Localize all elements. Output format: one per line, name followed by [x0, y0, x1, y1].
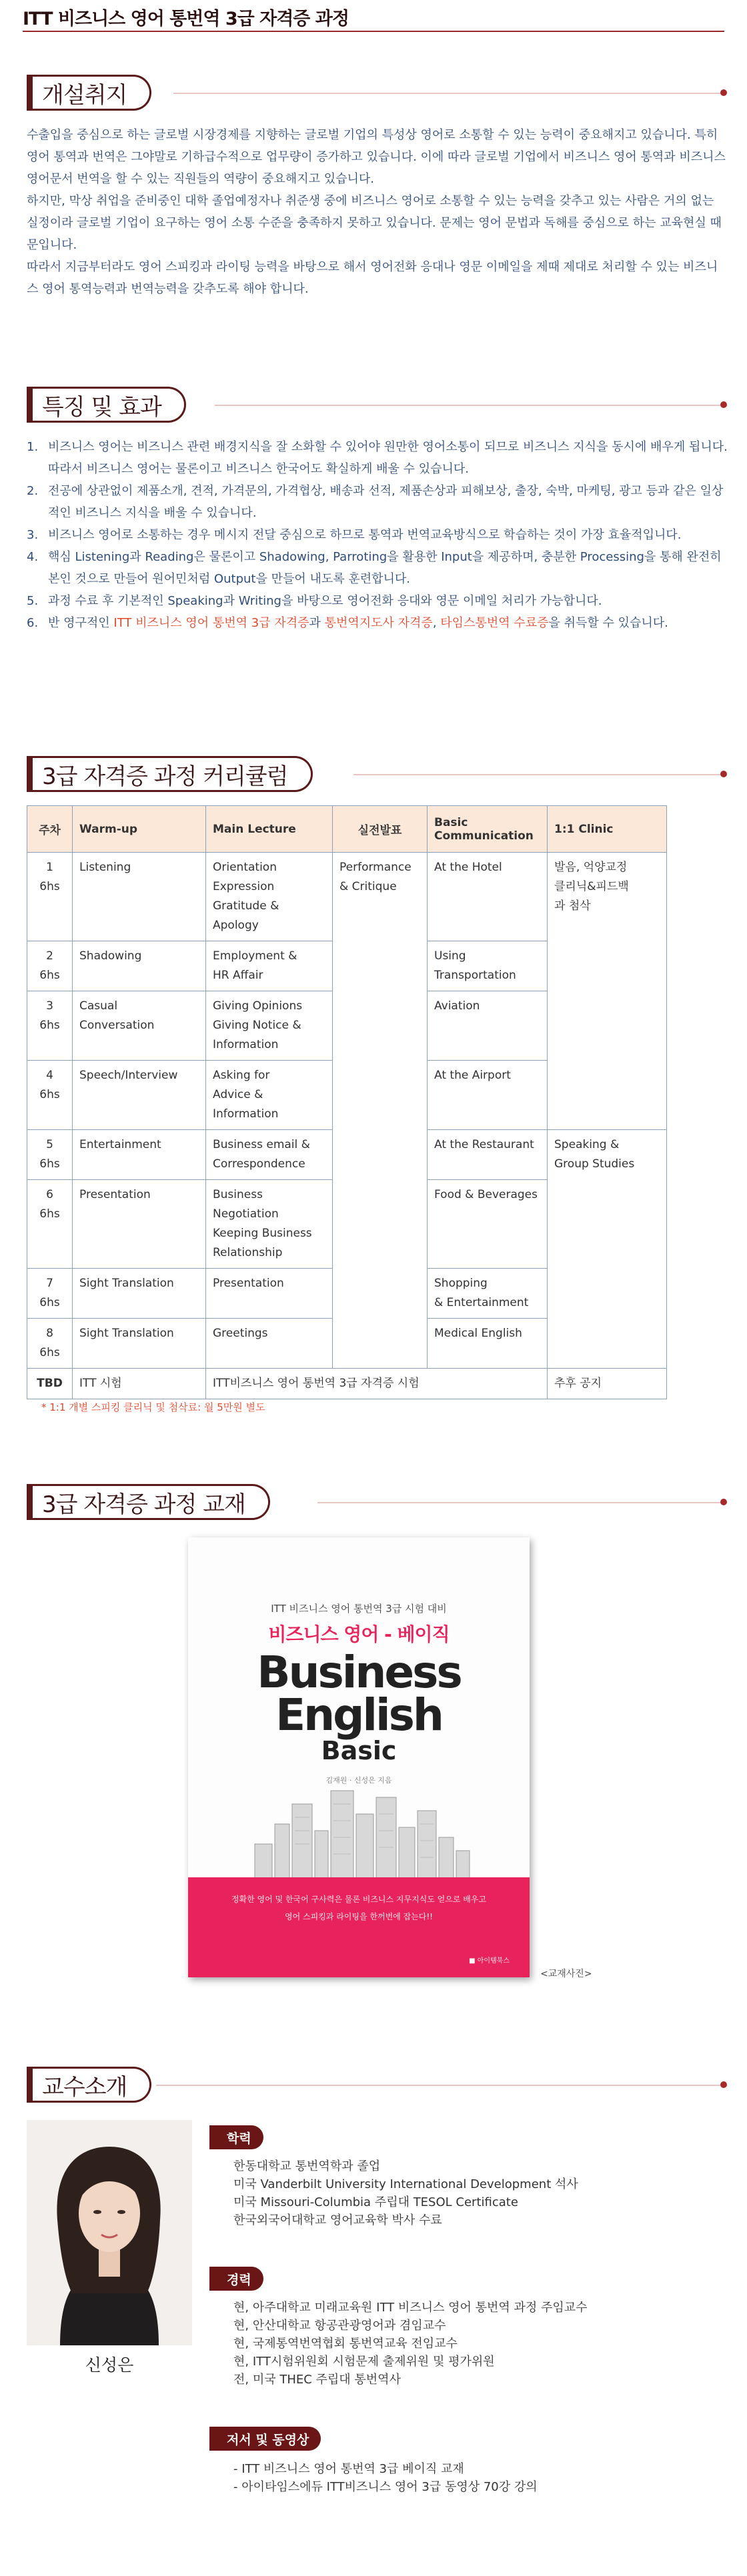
- week-cell: 3 6hs: [27, 991, 73, 1061]
- feature-text-part: 반 영구적인: [48, 616, 114, 630]
- main-lecture-cell: Asking for Advice & Information: [206, 1061, 333, 1130]
- purpose-paragraph: 따라서 지금부터라도 영어 스피킹과 라이팅 능력을 바탕으로 해서 영어전화 응대나 영문 이메일을 제때 제대로 처리할 수 있는 비즈니스 영어 통역능력과 번역능력을 갖추도록 해야 합니다.: [27, 260, 718, 296]
- communication-cell: At the Restaurant: [428, 1130, 548, 1180]
- feature-item: [27, 524, 734, 546]
- education-item: 미국 Vanderbilt University International Development 석사: [233, 2177, 578, 2191]
- textbook-english-title-line1: Business: [257, 1647, 461, 1698]
- section-rule: [173, 93, 720, 94]
- section-marker: [27, 75, 33, 111]
- feature-item: [27, 612, 734, 634]
- table-header-row: [27, 806, 667, 853]
- career-item: 현, ITT시험위원회 시험문제 출제위원 및 평가위원: [233, 2355, 495, 2369]
- warmup-cell: Speech/Interview: [73, 1061, 206, 1130]
- main-lecture-cell: Orientation Expression Gratitude & Apology: [206, 853, 333, 941]
- section-rule: [156, 2085, 720, 2086]
- feature-item: [27, 546, 734, 590]
- feature-text: 비즈니스 영어로 소통하는 경우 메시지 전달 중심으로 하므로 통역과 번역교육방식으로 학습하는 것이 가장 효율적입니다.: [48, 528, 682, 542]
- career-item: 현, 아주대학교 미래교육원 ITT 비즈니스 영어 통번역 과정 주임교수: [233, 2301, 588, 2315]
- main-lecture-cell: Business Negotiation Keeping Business Relationship: [206, 1180, 333, 1269]
- education-item: 한동대학교 통번역학과 졸업: [233, 2159, 381, 2173]
- warmup-cell: Presentation: [73, 1180, 206, 1269]
- section-header-curriculum: [27, 756, 313, 792]
- highlight-completion-certificate: 타임스통번역 수료증: [440, 616, 549, 630]
- textbook-publisher: ■ 아이템북스: [469, 1957, 510, 1965]
- career-item: 현, 국제통역번역협회 통번역교육 전임교수: [233, 2337, 458, 2351]
- career-label: 경력: [215, 2267, 263, 2291]
- communication-cell: Medical English: [428, 1319, 548, 1369]
- feature-item: [27, 436, 734, 480]
- book-item: - 아이타임스에듀 ITT비즈니스 영어 3급 동영상 70강 강의: [233, 2480, 538, 2494]
- communication-cell: At the Hotel: [428, 853, 548, 941]
- feature-item: [27, 480, 734, 524]
- curriculum-table: [27, 805, 667, 1399]
- feature-number: 1.: [27, 440, 39, 454]
- section-rule: [317, 1502, 720, 1503]
- main-lecture-cell: Greetings: [206, 1319, 333, 1369]
- feature-text-part: 과: [309, 616, 325, 630]
- textbook-tagline: [188, 1891, 530, 1925]
- section-marker: [27, 387, 33, 423]
- main-lecture-cell: Employment & HR Affair: [206, 941, 333, 991]
- section-rule-dot: [720, 401, 727, 408]
- book-item: - ITT 비즈니스 영어 통번역 3급 베이직 교재: [233, 2462, 464, 2476]
- feature-number: 5.: [27, 594, 39, 608]
- week-cell: 6 6hs: [27, 1180, 73, 1269]
- week-cell: 1 6hs: [27, 853, 73, 941]
- section-marker: [27, 756, 33, 792]
- week-cell: TBD: [27, 1369, 73, 1399]
- section-header-features: [27, 387, 186, 423]
- textbook-caption: <교재사진>: [540, 1969, 592, 1979]
- career-list: [233, 2299, 588, 2389]
- feature-text-part: ,: [432, 616, 441, 630]
- purpose-text: [27, 124, 727, 300]
- feature-number: 3.: [27, 528, 39, 542]
- section-title-features: 특징 및 효과: [33, 387, 186, 423]
- column-header-main-lecture: Main Lecture: [206, 806, 333, 853]
- feature-text: 전공에 상관없이 제품소개, 견적, 가격문의, 가격협상, 배송과 선적, 제품손상과 피해보상, 출장, 숙박, 마케팅, 광고 등과 같은 일상적인 비즈니스 지식을 배울 수 있습니다.: [48, 484, 724, 520]
- column-header-clinic: 1:1 Clinic: [548, 806, 667, 853]
- feature-text: 과정 수료 후 기본적인 Speaking과 Writing을 바탕으로 영어전화 응대와 영문 이메일 처리가 가능합니다.: [48, 594, 602, 608]
- section-rule-dot: [720, 771, 727, 777]
- feature-number: 2.: [27, 484, 39, 498]
- column-header-basic-communication: Basic Communication: [428, 806, 548, 853]
- textbook-english-title-line2: English: [275, 1689, 442, 1741]
- warmup-cell: ITT 시험: [73, 1369, 206, 1399]
- section-marker: [27, 2067, 33, 2103]
- warmup-cell: Entertainment: [73, 1130, 206, 1180]
- main-lecture-cell: Presentation: [206, 1269, 333, 1319]
- clinic-cell: 추후 공지: [548, 1369, 667, 1399]
- education-item: 한국외국어대학교 영어교육학 박사 수료: [233, 2213, 442, 2227]
- week-cell: 4 6hs: [27, 1061, 73, 1130]
- professor-name: 신성은: [85, 2355, 134, 2375]
- main-lecture-cell: Giving Opinions Giving Notice & Information: [206, 991, 333, 1061]
- textbook-tagline-line1: 정확한 영어 및 한국어 구사력은 물론 비즈니스 지무지식도 얻으로 배우고: [231, 1895, 487, 1904]
- feature-text-part: 을 취득할 수 있습니다.: [548, 616, 668, 630]
- feature-number: 4.: [27, 550, 39, 564]
- curriculum-body: [27, 853, 667, 1399]
- warmup-cell: Sight Translation: [73, 1269, 206, 1319]
- clinic-fee-note: * 1:1 개별 스피킹 클리닉 및 첨삭료: 월 5만원 별도: [41, 1401, 265, 1413]
- practice-cell: Performance & Critique: [333, 853, 428, 1369]
- week-cell: 8 6hs: [27, 1319, 73, 1369]
- clinic-cell: Speaking & Group Studies: [548, 1130, 667, 1369]
- textbook-author: 김재원 · 신성은 지음: [325, 1776, 392, 1785]
- section-rule-dot: [720, 89, 727, 96]
- books-label: 저서 및 동영상: [215, 2427, 321, 2451]
- career-item: 전, 미국 THEC 주립대 통번역사: [233, 2373, 401, 2387]
- education-item: 미국 Missouri-Columbia 주립대 TESOL Certificate: [233, 2195, 518, 2209]
- textbook-english-title-line3: Basic: [321, 1736, 397, 1765]
- section-header-textbook: [27, 1484, 270, 1520]
- section-rule: [353, 774, 720, 775]
- professor-photo: [27, 2120, 192, 2345]
- communication-cell: Shopping & Entertainment: [428, 1269, 548, 1319]
- feature-number: 6.: [27, 616, 39, 630]
- column-header-week: 주차: [27, 806, 73, 853]
- communication-cell: At the Airport: [428, 1061, 548, 1130]
- section-title-curriculum: 3급 자격증 과정 커리큘럼: [33, 756, 313, 792]
- warmup-cell: Listening: [73, 853, 206, 941]
- communication-cell: Aviation: [428, 991, 548, 1061]
- page-title: ITT 비즈니스 영어 통번역 3급 자격증 과정: [23, 9, 349, 29]
- title-divider: [23, 31, 724, 32]
- section-title-textbook: 3급 자격증 과정 교재: [33, 1484, 270, 1520]
- feature-text: 비즈니스 영어는 비즈니스 관련 배경지식을 잘 소화할 수 있어야 원만한 영어소통이 되므로 비즈니스 지식을 동시에 배우게 됩니다. 따라서 비즈니스 영어는 물론이고 비즈니스 한국어도 확실하게 배울 수 있습니다.: [48, 440, 728, 476]
- section-marker: [27, 1484, 33, 1520]
- city-skyline-illustration: [248, 1784, 475, 1881]
- textbook-cover: [188, 1537, 530, 1977]
- highlight-instructor-certificate: 통번역지도사 자격증: [324, 616, 433, 630]
- week-cell: 2 6hs: [27, 941, 73, 991]
- textbook-tagline-line2: 영어 스피킹과 라이팅을 한꺼번에 잡는다!!: [285, 1912, 433, 1921]
- education-list: [233, 2157, 578, 2229]
- textbook-subtitle: ITT 비즈니스 영어 통번역 3급 시험 대비: [271, 1603, 447, 1615]
- main-lecture-cell: Business email & Correspondence: [206, 1130, 333, 1180]
- textbook-korean-title: 비즈니스 영어 - 베이직: [268, 1623, 450, 1645]
- table-row-tbd: [27, 1369, 667, 1399]
- communication-cell: Using Transportation: [428, 941, 548, 991]
- exam-cell: ITT비즈니스 영어 통번역 3급 자격증 시험: [206, 1369, 548, 1399]
- communication-cell: Food & Beverages: [428, 1180, 548, 1269]
- column-header-warmup: Warm-up: [73, 806, 206, 853]
- features-list: [27, 436, 734, 634]
- week-cell: 5 6hs: [27, 1130, 73, 1180]
- warmup-cell: Casual Conversation: [73, 991, 206, 1061]
- section-rule: [215, 405, 720, 406]
- purpose-paragraph: 하지만, 막상 취업을 준비중인 대학 졸업예정자나 취준생 중에 비즈니스 영어로 소통할 수 있는 능력을 갖추고 있는 사람은 거의 없는 실정이라 글로벌 기업이 요구하는 영어 소통 수준을 충족하지 못하고 있습니다. 문제는 영어 문법과 독해를 중심으로 하는 교육현실 때문입니다.: [27, 194, 722, 252]
- feature-item: [27, 590, 734, 612]
- section-title-purpose: 개설취지: [33, 75, 151, 111]
- section-rule-dot: [720, 1499, 727, 1505]
- warmup-cell: Sight Translation: [73, 1319, 206, 1369]
- career-item: 현, 안산대학교 항공관광영어과 겸임교수: [233, 2319, 446, 2333]
- feature-text: [48, 612, 668, 634]
- section-title-professor: 교수소개: [33, 2067, 151, 2103]
- education-label: 학력: [215, 2125, 263, 2149]
- warmup-cell: Shadowing: [73, 941, 206, 991]
- clinic-cell: 발음, 억양교정 클리닉&피드백 과 첨삭: [548, 853, 667, 1130]
- column-header-practice: 실전발표: [333, 806, 428, 853]
- highlight-itt-certificate: ITT 비즈니스 영어 통번역 3급 자격증: [113, 616, 309, 630]
- section-header-purpose: [27, 75, 151, 111]
- section-rule-dot: [720, 2081, 727, 2088]
- books-list: [233, 2460, 538, 2496]
- table-row: [27, 853, 667, 941]
- week-cell: 7 6hs: [27, 1269, 73, 1319]
- section-header-professor: [27, 2067, 151, 2103]
- purpose-paragraph: 수출입을 중심으로 하는 글로벌 시장경제를 지향하는 글로벌 기업의 특성상 영어로 소통할 수 있는 능력이 중요해지고 있습니다. 특히 영어 통역과 번역은 그야말로 기하급수적으로 업무량이 증가하고 있습니다. 이에 따라 글로벌 기업에서 비즈니스 영어 통역과 비즈니스 영어문서 번역을 할 수 있는 직원들의 역량이 중요해지고 있습니다.: [27, 128, 726, 186]
- feature-text: 핵심 Listening과 Reading은 물론이고 Shadowing, Parroting을 활용한 Input을 제공하며, 충분한 Processing을 통해 완전히 본인 것으로 만들어 원어민처럼 Output을 만들어 내도록 훈련합니다.: [48, 550, 722, 586]
